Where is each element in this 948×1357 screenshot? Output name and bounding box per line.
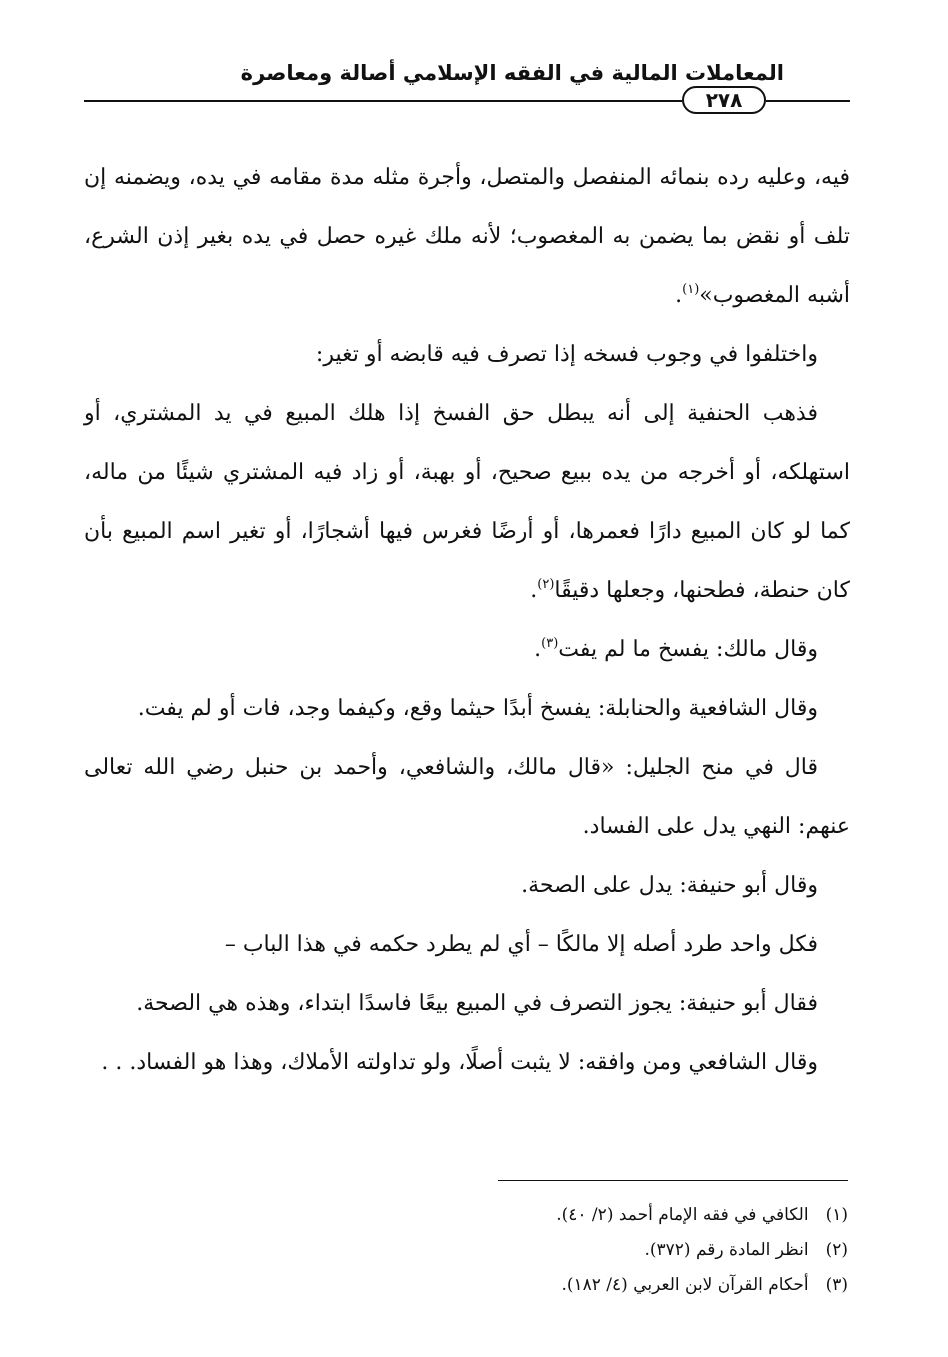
paragraph: وقال أبو حنيفة: يدل على الصحة. [521, 873, 818, 898]
body-text [84, 148, 850, 1092]
running-title: المعاملات المالية في الفقه الإسلامي أصالة ومعاصرة [240, 61, 784, 85]
paragraph: واختلفوا في وجوب فسخه إذا تصرف فيه قابضه أو تغير: [315, 342, 818, 367]
paragraph-text: فذهب الحنفية إلى أنه يبطل حق الفسخ إذا هلك المبيع في يد المشتري، أو استهلكه، أو أخرجه من يده ببيع صحيح، أو بهبة، أو زاد فيه المشتري شيئًا من ماله، كما لو كان المبيع دارًا فعمرها، أو أرضًا فغرس فيها أشجارًا، أو تغير اسم المبيع بأن كان حنطة، فطحنها، وجعلها دقيقًا [84, 401, 850, 603]
footnote [84, 1198, 848, 1233]
paragraph-end: . [534, 637, 542, 662]
footnote-number: (١) [825, 1205, 848, 1225]
footnote [84, 1233, 848, 1268]
paragraph-text: وقال مالك: يفسخ ما لم يفت [558, 637, 818, 662]
footnote-text: انظر المادة رقم (٣٧٢). [644, 1240, 809, 1260]
paragraph-end: . [530, 578, 538, 603]
footnotes [84, 1198, 848, 1303]
paragraph: فكل واحد طرد أصله إلا مالكًا – أي لم يطرد حكمه في هذا الباب – [224, 932, 818, 957]
footnote-ref: (١) [682, 282, 700, 297]
footnote-rule [498, 1180, 848, 1181]
paragraph [84, 384, 850, 620]
page-number: ٢٧٨ [682, 86, 766, 114]
footnote-number: (٢) [825, 1240, 848, 1260]
footnote-ref: (٣) [541, 636, 559, 651]
paragraph: وقال الشافعي ومن وافقه: لا يثبت أصلًا، ولو تداولته الأملاك، وهذا هو الفساد. . . [101, 1050, 818, 1075]
paragraph [84, 148, 850, 325]
paragraph: وقال الشافعية والحنابلة: يفسخ أبدًا حيثما وقع، وكيفما وجد، فات أو لم يفت. [137, 696, 818, 721]
paragraph: قال في منح الجليل: «قال مالك، والشافعي، وأحمد بن حنبل رضي الله تعالى عنهم: النهي يدل على الفساد. [84, 755, 850, 839]
paragraph-text: فيه، وعليه رده بنمائه المنفصل والمتصل، وأجرة مثله مدة مقامه في يده، ويضمنه إن تلف أو نقض بما يضمن به المغصوب؛ لأنه ملك غيره حصل في يده بغير إذن الشرع، أشبه المغصوب» [84, 165, 851, 308]
footnote-number: (٣) [825, 1275, 848, 1295]
footnote [84, 1268, 848, 1303]
footnote-ref: (٢) [537, 577, 555, 592]
paragraph: فقال أبو حنيفة: يجوز التصرف في المبيع بيعًا فاسدًا ابتداء، وهذه هي الصحة. [136, 991, 818, 1016]
footnote-text: أحكام القرآن لابن العربي (٤/ ١٨٢). [561, 1275, 809, 1295]
header-rule-right [766, 100, 850, 102]
paragraph [84, 620, 850, 679]
footnote-text: الكافي في فقه الإمام أحمد (٢/ ٤٠). [556, 1205, 809, 1225]
paragraph-end: . [675, 283, 683, 308]
header-rule-left [84, 100, 682, 102]
